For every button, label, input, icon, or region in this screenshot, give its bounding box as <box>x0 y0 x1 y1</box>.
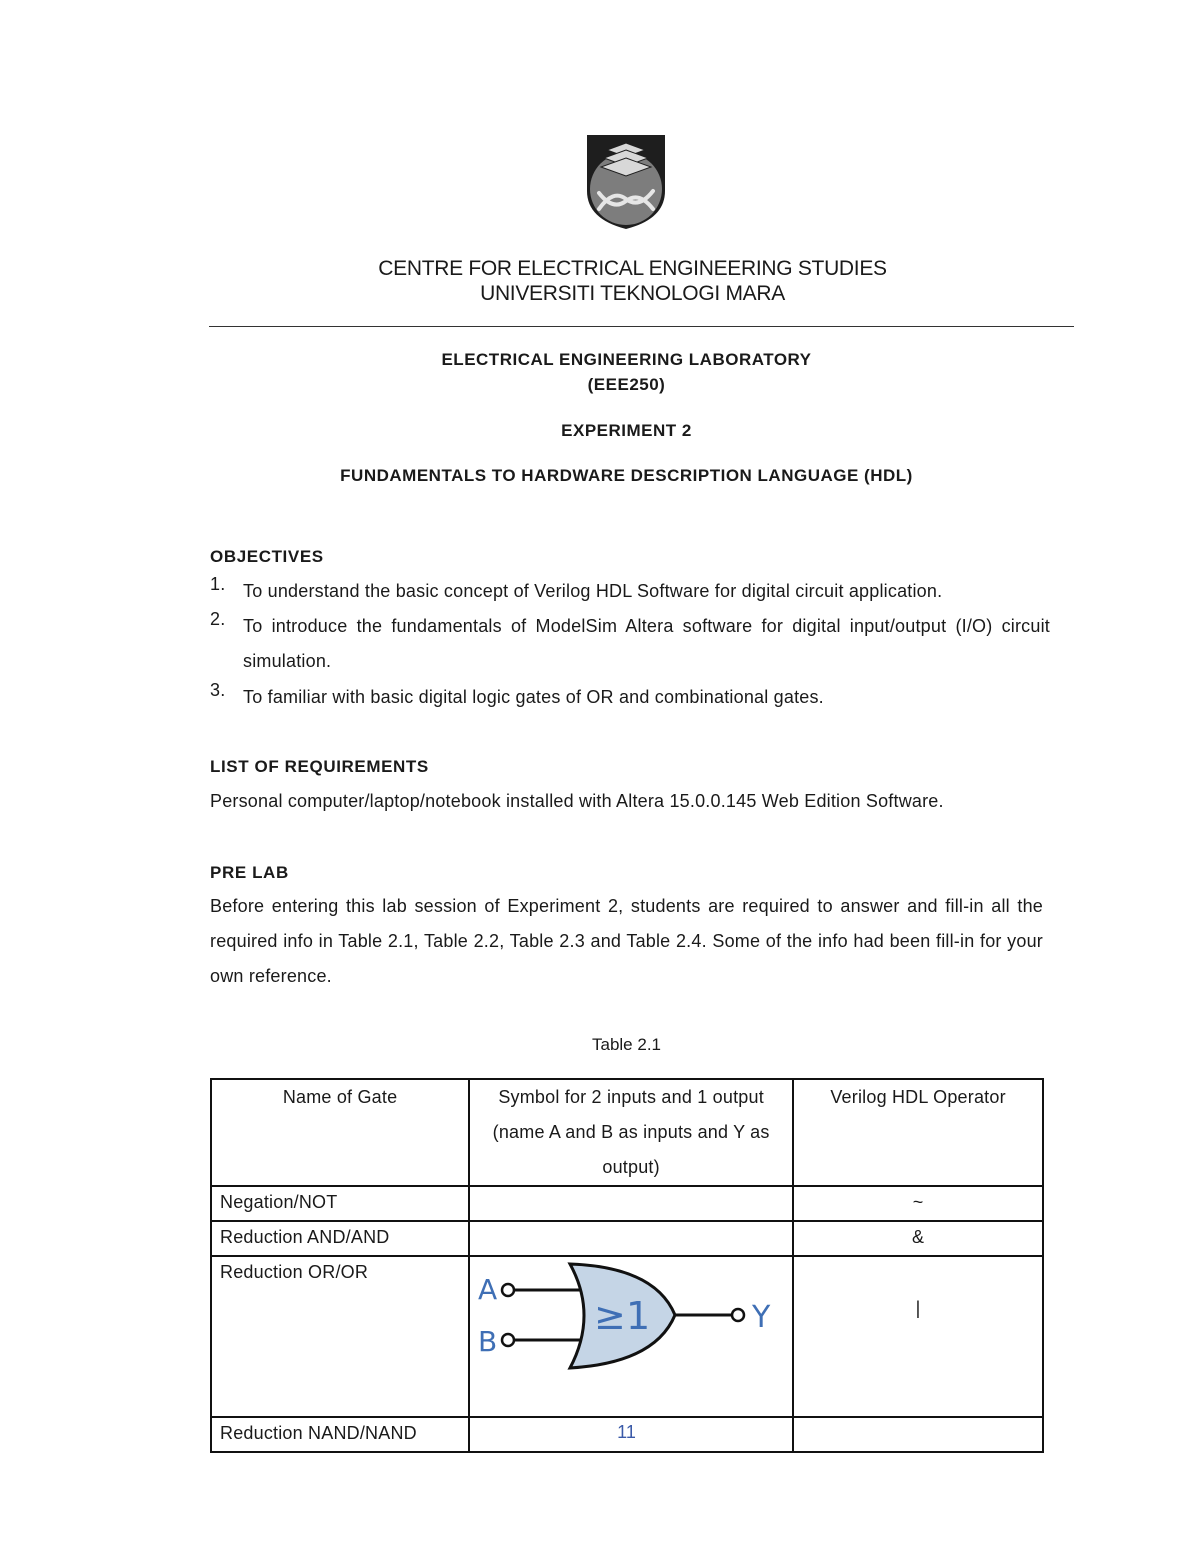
gate-name-cell: Reduction AND/AND <box>211 1221 469 1256</box>
list-number: 2. <box>210 609 226 629</box>
objective-text: To understand the basic concept of Verilog HDL Software for digital circuit application. <box>243 581 943 601</box>
or-gate-symbol <box>470 1257 790 1377</box>
input-a-label: A <box>478 1273 498 1306</box>
experiment-number: EXPERIMENT 2 <box>561 421 692 440</box>
gates-table <box>210 1078 1044 1453</box>
objectives-heading: OBJECTIVES <box>210 547 324 566</box>
header-divider <box>209 326 1074 327</box>
header-operator: Verilog HDL Operator <box>793 1079 1043 1186</box>
table-row <box>211 1221 1043 1256</box>
operator-cell: & <box>793 1221 1043 1256</box>
header-gate-name: Name of Gate <box>211 1079 469 1186</box>
symbol-cell <box>469 1186 793 1221</box>
requirements-heading: LIST OF REQUIREMENTS <box>210 757 429 776</box>
table-caption: Table 2.1 <box>592 1035 661 1054</box>
course-code: (EEE250) <box>587 375 666 394</box>
symbol-cell <box>469 1256 793 1417</box>
lab-title: ELECTRICAL ENGINEERING LABORATORY <box>441 350 812 369</box>
header-symbol: Symbol for 2 inputs and 1 output (name A and B as inputs and Y as output) <box>469 1079 793 1186</box>
requirements-text: Personal computer/laptop/notebook installed with Altera 15.0.0.145 Web Edition Software. <box>210 791 944 811</box>
list-number: 3. <box>210 680 226 700</box>
gate-name-cell: Reduction OR/OR <box>211 1256 469 1417</box>
objective-text: To familiar with basic digital logic gates of OR and combinational gates. <box>243 687 824 707</box>
page-number: 11 <box>617 1422 636 1442</box>
gate-name-cell: Reduction NAND/NAND <box>211 1417 469 1452</box>
output-y-label: Y <box>752 1300 771 1335</box>
prelab-heading: PRE LAB <box>210 863 289 882</box>
list-number: 1. <box>210 574 226 594</box>
objective-text: To introduce the fundamentals of ModelSim Altera software for digital input/output (I/O) circuit simulation. <box>243 616 1050 671</box>
gate-label: ≥1 <box>594 1294 651 1338</box>
symbol-cell <box>469 1221 793 1256</box>
table-row <box>211 1256 1043 1417</box>
prelab-text: Before entering this lab session of Experiment 2, students are required to answer and fill-in all the required info in Table 2.1, Table 2.2, Table 2.3 and Table 2.4. Some of the info had been fill-in for your own reference. <box>210 896 1043 986</box>
operator-cell: ~ <box>793 1186 1043 1221</box>
table-header-row <box>211 1079 1043 1186</box>
gate-name-cell: Negation/NOT <box>211 1186 469 1221</box>
university-name: UNIVERSITI TEKNOLOGI MARA <box>480 282 785 305</box>
input-b-label: B <box>478 1325 498 1358</box>
operator-cell <box>793 1256 1043 1417</box>
university-logo <box>585 133 667 231</box>
operator-value: | <box>915 1298 921 1318</box>
table-row <box>211 1186 1043 1221</box>
centre-name: CENTRE FOR ELECTRICAL ENGINEERING STUDIES <box>378 257 887 280</box>
experiment-subject: FUNDAMENTALS TO HARDWARE DESCRIPTION LANGUAGE (HDL) <box>340 466 913 485</box>
